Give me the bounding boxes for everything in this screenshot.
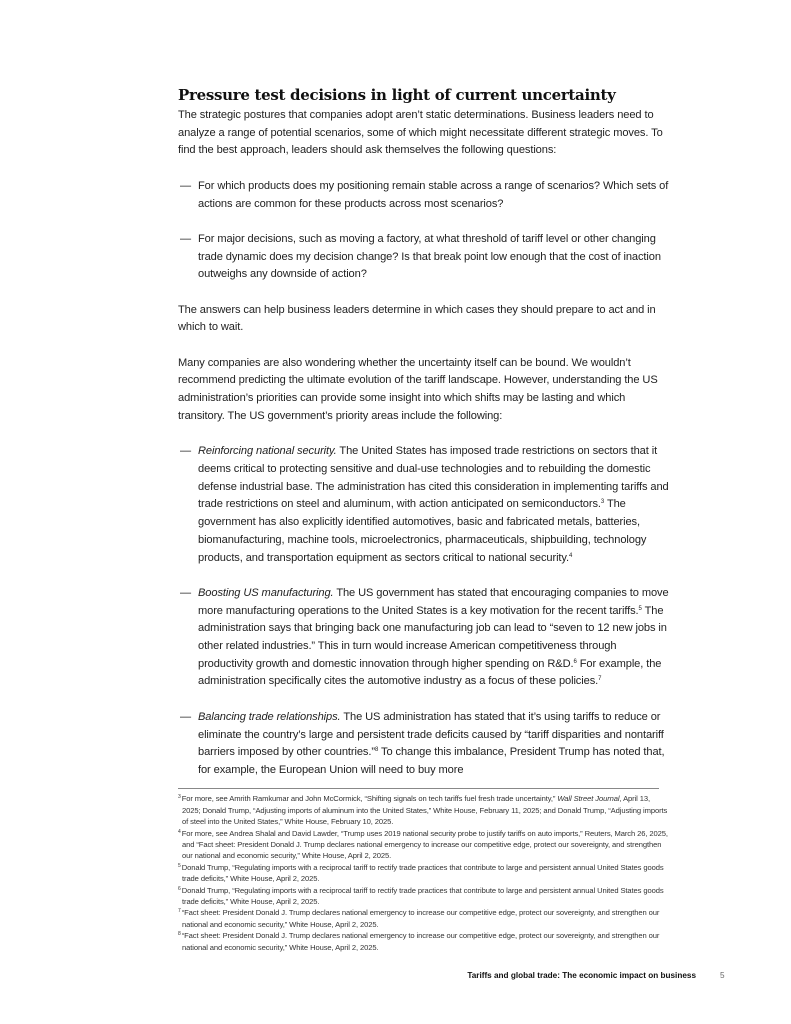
priority-text: The US government has stated that encouraging companies to move more manufacturing operations to the United States is a key motivation for the recent tariffs. — [198, 586, 669, 617]
dash-bullet: — — [180, 586, 191, 599]
footnote — [178, 885, 668, 908]
footnote-ref[interactable]: 6 — [573, 658, 577, 665]
priority-item — [178, 709, 670, 780]
article-body — [178, 86, 670, 780]
footnote-number: 4 — [178, 828, 181, 835]
dash-bullet: — — [180, 179, 191, 192]
uncertainty-paragraph: Many companies are also wondering whether the uncertainty itself can be bound. We wouldn’t recommend predicting the ultimate evolution of the tariff landscape. However, understanding the US administration’s priorities can provide some insight into which shifts may be lasting and which transitory. The US government’s priority areas include the following: — [178, 356, 658, 422]
intro-paragraph: The strategic postures that companies adopt aren’t static determinations. Business leaders need to analyze a range of potential scenarios, some of which might necessitate different strategic moves. To find the best approach, leaders should ask themselves the following questions: — [178, 109, 663, 157]
footnote-text: “Fact sheet: President Donald J. Trump declares national emergency to increase our competitive edge, protect our sovereignty, and strengthen our national and economic security,” White House, April 2, 2025. — [181, 908, 660, 929]
footnote — [178, 793, 668, 827]
priority-lead: Reinforcing national security. — [198, 445, 337, 458]
footnote-number: 6 — [178, 885, 181, 892]
footnote — [178, 907, 668, 930]
dash-bullet: — — [180, 445, 191, 458]
priority-item — [178, 443, 670, 567]
footnote-number: 3 — [178, 794, 181, 801]
footnote-text: For more, see Andrea Shalal and David Lawder, “Trump uses 2019 national security probe to justify tariffs on auto imports,” Reuters, March 26, 2025, and “Fact sheet: President Donald J. Trump declares national emergency to increase our competitive edge, protect our sovereignty, and strengthen our national and economic security,” White House, April 2, 2025. — [181, 828, 668, 861]
footnote-number: 7 — [178, 908, 181, 915]
priority-text: For example, the administration specifically cites the automotive industry as a focus of these policies. — [198, 657, 662, 688]
footnote-text: For more, see Amrith Ramkumar and John McCormick, “Shifting signals on tech tariffs fuel fresh trade uncertainty,” — [181, 794, 558, 804]
footnote-ref[interactable]: 4 — [569, 552, 573, 559]
footnote-text: , April 13, 2025; Donald Trump, “Adjusting imports of aluminum into the United States,” White House, February 11, 2025; and Donald Trump, “Adjusting imports of steel into the United States,” White House, February 10, 2025. — [182, 794, 668, 827]
section-heading: Pressure test decisions in light of current uncertainty — [178, 86, 616, 104]
priority-text: The United States has imposed trade restrictions on sectors that it deems critical to protecting sensitive and dual-use technologies and to rebuilding the domestic defense industrial base. The administration has cited this consideration in implementing tariffs and trade restrictions on steel and aluminum, with action anticipated on semiconductors. — [198, 445, 669, 511]
question-item — [178, 178, 670, 213]
footnote-text: Donald Trump, “Regulating imports with a reciprocal tariff to rectify trade practices that contribute to large and persistent annual United States goods trade deficits,” White House, April 2, 2025. — [181, 885, 664, 906]
priority-text: To change this imbalance, President Trump has noted that, for example, the European Union will need to buy more — [198, 746, 665, 776]
footnote-divider — [178, 788, 659, 789]
priority-lead: Boosting US manufacturing. — [198, 586, 334, 599]
footnote-ref[interactable]: 8 — [374, 747, 379, 754]
footnote-text: “Fact sheet: President Donald J. Trump declares national emergency to increase our competitive edge, protect our sovereignty, and strengthen our national and economic security,” White House, April 2, 2025. — [181, 931, 660, 952]
dash-bullet: — — [180, 710, 191, 723]
priority-text: The US administration has stated that it’s using tariffs to reduce or eliminate the country’s large and persistent trade deficits caused by “tariff disparities and nontariff barriers imposed by other countries.” — [198, 710, 664, 759]
footnote-ref[interactable]: 7 — [598, 676, 602, 683]
footnote — [178, 862, 668, 885]
footnote — [178, 930, 668, 953]
priority-item — [178, 585, 670, 691]
dash-bullet: — — [180, 232, 191, 245]
page-number: 5 — [720, 970, 725, 980]
priority-text: The government has also explicitly identified automotives, basic and fabricated metals, batteries, biomanufacturing, machine tools, microelectronics, pharmaceuticals, shipbuilding, technology products, and transportation equipment as sectors critical to national security. — [198, 498, 647, 564]
question-text: For which products does my positioning remain stable across a range of scenarios? Which sets of actions are common for these products across most scenarios? — [198, 179, 669, 210]
page-flow — [178, 0, 725, 991]
footnote-text: Donald Trump, “Regulating imports with a reciprocal tariff to rectify trade practices that contribute to large and persistent annual United States goods trade deficits,” White House, April 2, 2025. — [181, 862, 664, 884]
footnote-number: 5 — [178, 862, 181, 869]
question-item — [178, 231, 670, 284]
footnote-publication: Wall Street Journal — [557, 794, 620, 804]
footnote-ref[interactable]: 5 — [638, 605, 642, 612]
footer-title: Tariffs and global trade: The economic impact on business — [467, 970, 696, 980]
answers-paragraph: The answers can help business leaders determine in which cases they should prepare to act and in which to wait. — [178, 303, 656, 334]
page-footer — [0, 971, 791, 991]
priority-text: The administration says that bringing back one manufacturing job can lead to “seven to 12 new jobs in other related industries.” This in turn would increase American competitiveness through productivity growth and domestic innovation through higher spending on R&D. — [198, 604, 667, 670]
footnotes — [178, 793, 668, 953]
priority-lead: Balancing trade relationships. — [198, 710, 341, 723]
footnote-number: 8 — [178, 931, 181, 938]
question-text: For major decisions, such as moving a factory, at what threshold of tariff level or other changing trade dynamic does my decision change? Is that break point low enough that the cost of inaction outweighs any downside of action? — [198, 232, 661, 281]
footnote — [178, 828, 668, 862]
footnote-ref[interactable]: 3 — [600, 499, 605, 506]
